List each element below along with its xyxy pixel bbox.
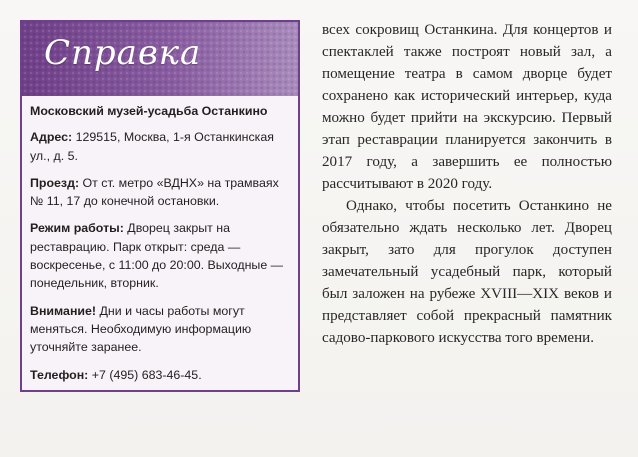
phone-label: Телефон: [30,367,89,382]
reference-box-title: Справка [44,33,202,73]
directions-text: От ст. метро «ВДНХ» на трамваях № 11, 17 до конечной остановки. [30,175,279,209]
address-text: 129515, Москва, 1-я Останкинская ул., д. 5. [30,130,274,163]
article-paragraph-1: всех сокровищ Останкина. Для концертов и спектаклей также построят новый зал, а помещение театра в самом дворце будет сохранено как исторический интерьер, куда можно будет прийти на экскурсию. Первый этап реставрации планируется закончить в 2017 году, а завершить ее полностью рассчитывают в 2020 году. [322,22,612,192]
attention-entry [30,302,292,357]
reference-box-body [30,102,292,393]
hours-entry [30,219,292,292]
phone-text: +7 (495) 683-46-45. [91,367,202,382]
hours-label: Режим работы: [30,221,124,236]
directions-label: Проезд: [30,175,80,190]
museum-name: Московский музей-усадьба Останкино [30,104,268,118]
attention-text: Дни и часы работы могут меняться. Необходимую информацию уточняйте заранее. [30,303,252,355]
reference-box-header [22,22,298,96]
article-column [322,19,612,349]
reference-box [20,20,300,392]
directions-entry [30,174,292,211]
address-entry [30,128,292,165]
article-paragraph-2: Однако, чтобы посетить Останкино не обязательно ждать несколько лет. Дворец закрыт, зато для прогулок доступен замечательный усадебный парк, который был заложен на рубеже XVIII—XIX веков и представляет собой прекрасный памятник садово-паркового искусства того времени. [322,198,612,346]
attention-label: Внимание! [30,303,97,318]
hours-text: Дворец закрыт на реставрацию. Парк открыт: среда — воскресенье, с 11:00 до 20:00. Выходные — понедельник, вторник. [30,221,284,291]
address-label: Адрес: [30,130,73,145]
phone-entry [30,366,292,384]
